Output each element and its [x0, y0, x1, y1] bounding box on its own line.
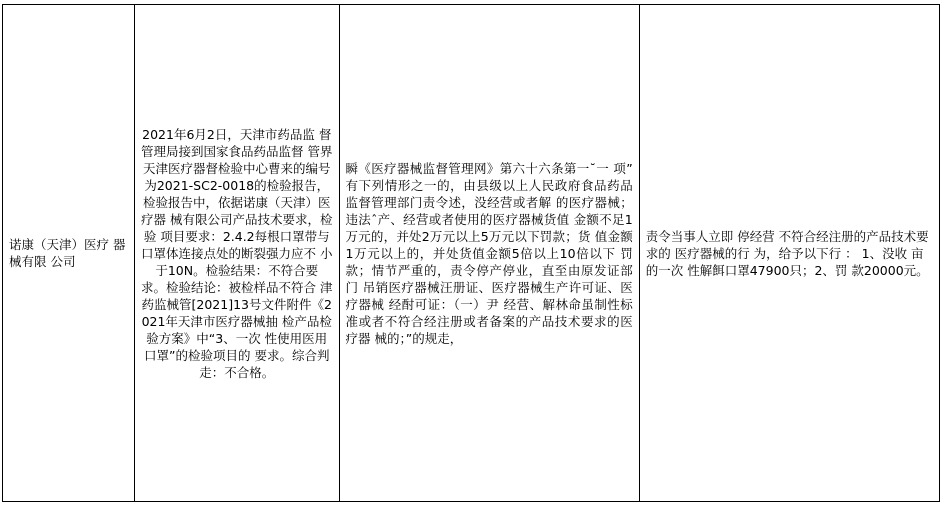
facts-cell [134, 5, 339, 502]
company-name: 诺康（天津）医疗 器械有限 公司 [9, 237, 126, 269]
penalty-cell [639, 5, 939, 502]
company-cell [3, 5, 135, 502]
legal-basis: 瞬《医疗器械监督管理网》第六十六条第一˘一 项” 有下列情形之一的，由县级以上人民政府食品药品 监督管理部门责令述，没经营或者解 的医疗器械；违法ˆ产、经营或者使用的医疗器械货值 金额不足1万元的，并处2万元以上5万元以下罚款；货 值金额1万元以上的，并处货值金额5倍以上10倍以下 罚款；情节严重的，责令停产停业，直至由原发证部门 吊销医疗器械汪册证、医疗器械生产许可证、医疗器械 经酎可证：（一）尹 经营、解林命虽制性标 准或者不符合经注册或者备案的产品技术要求的医疗器 械的；”的规走， [345, 160, 637, 346]
basis-cell [339, 5, 639, 502]
table-row [3, 5, 940, 502]
penalty-decision: 责令当事人立即 停经营 不符合经注册的产品技术要求的 医疗器械的行 为，给予以下行 ： 1、没收 亩的一次 性解餌口罩47900只；2、罚 款20000元。 [645, 228, 929, 278]
violation-facts: 2021年6月2日，天津市药品监 督管理局接到国家食品药品监督 管界天津医疗器督检验中心曹来的编号为2021-SC2-0018的检验报告，检验报告中，依据诺康（天津）医疗器 械有限公司产品技术要求，检验 项目要求：2.4.2每根口罩带与 口罩体连接点处的断裂强力应不 小于10N。检验结果：不符合要 求。检验结论：被检样品不符合 津药监械管[2021]13号文件附件《2021年天津市医疗器械抽 检产品检验方案》中“3、一次 性使用医用口罩”的检验项目的 要求。综合判走：不合格。 [141, 126, 334, 380]
penalty-record-table [2, 4, 940, 502]
